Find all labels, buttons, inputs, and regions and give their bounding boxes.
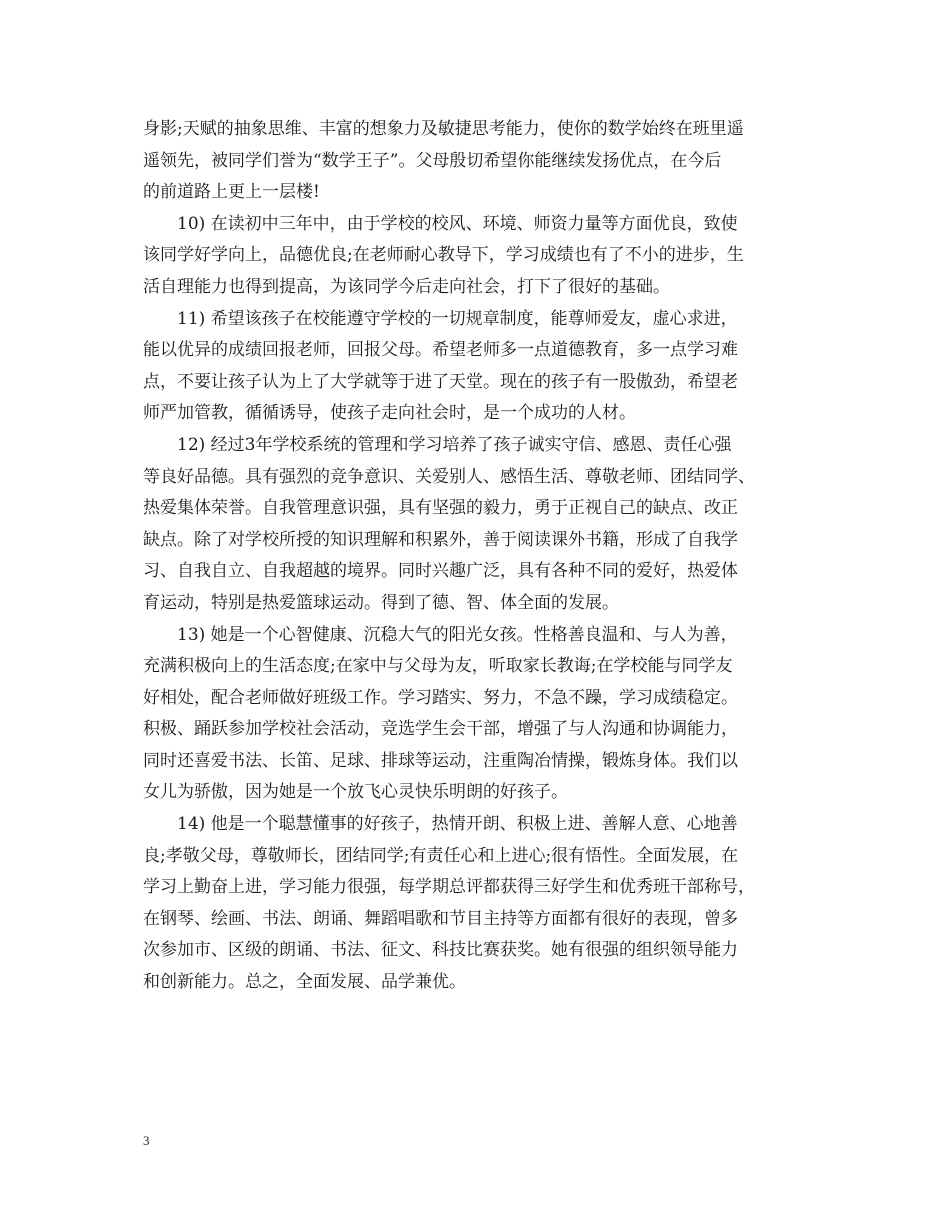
text-line: 该同学好学向上，品德优良;在老师耐心教导下，学习成绩也有了不小的进步，生 — [143, 245, 744, 266]
text-line: 习、自我自立、自我超越的境界。同时兴趣广泛，具有各种不同的爱好，热爱体 — [143, 561, 738, 582]
text-line: 育运动，特别是热爱篮球运动。得到了德、智、体全面的发展。 — [143, 592, 619, 613]
paragraph-10-line: 10) 在读初中三年中，由于学校的校风、环境、师资力量等方面优良，致使 — [177, 213, 738, 234]
text-line: 点，不要让孩子认为上了大学就等于进了天堂。现在的孩子有一股傲劲，希望老 — [143, 371, 738, 392]
text-line: 和创新能力。总之，全面发展、品学兼优。 — [143, 972, 466, 993]
text-line: 好相处，配合老师做好班级工作。学习踏实、努力，不急不躁，学习成绩稳定。 — [143, 687, 738, 708]
text-line: 的前道路上更上一层楼! — [143, 182, 320, 203]
text-line: 次参加市、区级的朗诵、书法、征文、科技比赛获奖。她有很强的组织领导能力 — [143, 940, 738, 961]
text-line: 师严加管教，循循诱导，使孩子走向社会时，是一个成功的人材。 — [143, 403, 636, 424]
text-line: 女儿为骄傲，因为她是一个放飞心灵快乐明朗的好孩子。 — [143, 782, 568, 803]
text-line: 缺点。除了对学校所授的知识理解和积累外，善于阅读课外书籍，形成了自我学 — [143, 529, 738, 550]
paragraph-13-line: 13) 她是一个心智健康、沉稳大气的阳光女孩。性格善良温和、与人为善， — [177, 624, 738, 645]
text-line: 积极、踊跃参加学校社会活动，竞选学生会干部，增强了与人沟通和协调能力， — [143, 719, 738, 740]
page-number: 3 — [143, 1133, 150, 1148]
text-line: 充满积极向上的生活态度;在家中与父母为友，听取家长教诲;在学校能与同学友 — [143, 656, 733, 677]
paragraph-11-line: 11) 希望该孩子在校能遵守学校的一切规章制度，能尊师爱友，虚心求进， — [177, 308, 738, 329]
text-line: 活自理能力也得到提高，为该同学今后走向社会，打下了很好的基础。 — [143, 276, 670, 297]
text-line: 热爱集体荣誉。自我管理意识强，具有坚强的毅力，勇于正视自己的缺点、改正 — [143, 498, 738, 519]
document-body — [143, 114, 810, 999]
text-line: 同时还喜爱书法、长笛、足球、排球等运动，注重陶冶情操，锻炼身体。我们以 — [143, 750, 738, 771]
text-line: 能以优异的成绩回报老师，回报父母。希望老师多一点道德教育，多一点学习难 — [143, 340, 738, 361]
paragraph-14-line: 14) 他是一个聪慧懂事的好孩子，热情开朗、积极上进、善解人意、心地善 — [177, 814, 738, 835]
paragraph-12-line: 12) 经过3年学校系统的管理和学习培养了孩子诚实守信、感恩、责任心强 — [177, 434, 732, 455]
text-line: 等良好品德。具有强烈的竞争意识、关爱别人、感悟生活、尊敬老师、团结同学、 — [143, 466, 755, 487]
text-line: 在钢琴、绘画、书法、朗诵、舞蹈唱歌和节目主持等方面都有很好的表现，曾多 — [143, 908, 738, 929]
text-line: 遥领先，被同学们誉为“数学王子”。父母殷切希望你能继续发扬优点，在今后 — [143, 150, 722, 171]
text-line: 良;孝敬父母，尊敬师长，团结同学;有责任心和上进心;很有悟性。全面发展，在 — [143, 845, 739, 866]
text-line: 身影;天赋的抽象思维、丰富的想象力及敏捷思考能力，使你的数学始终在班里遥 — [143, 119, 744, 139]
text-line: 学习上勤奋上进，学习能力很强，每学期总评都获得三好学生和优秀班干部称号， — [143, 877, 755, 898]
